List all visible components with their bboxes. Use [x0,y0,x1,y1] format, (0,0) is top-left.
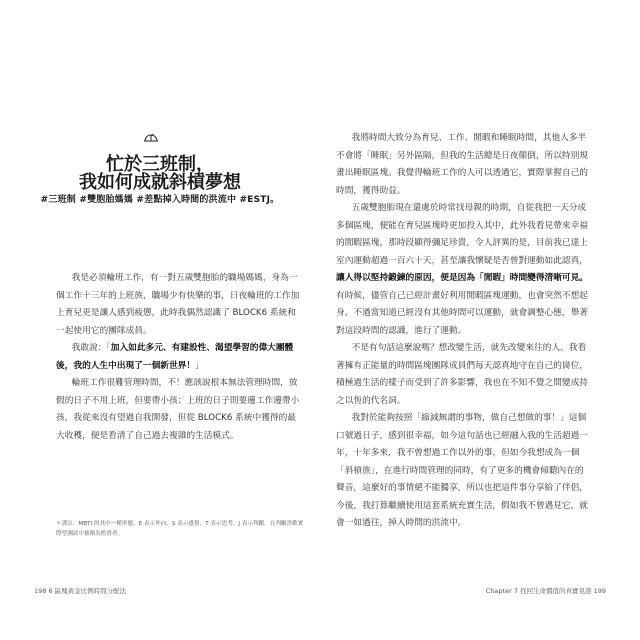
chapter-hashtags: #三班制 #雙胞胎媽媽 #差點掉入時間的洪流中 #ESTJ。 [40,195,280,205]
bold-phrase: 讓人得以堅持鍛鍊的原因，便是因為「閒暇」時間變得清晰可見。 [336,273,588,283]
right-body-text [336,130,588,533]
paragraph-with-bold: 五歲雙胞胎現在還處於時常找母親的時期，自從我把一天分成多個區塊，便能在育兒區塊時更加投入其中，此外我看見帶來幸福的閒暇區塊，那時段顯得彌足珍貴，令人評異的是，目前我已達上室內運動超過一百六十天，甚至讓我懷疑是否曾對運動如此認真，讓人得以堅持鍛鍊的原因，便是因為「閒暇」時間變得清晰可見。有時候，儘管自己已經計畫好利用閒暇區塊運動，也會突然不想起身，不過當知道已經沒有其他時間可以運動，就會調整心態，舉著對這段時間的認識，進行了運動。 [336,203,588,336]
clock-icon [143,128,159,144]
page-footer-left: 198 6 區塊黃金比例時間分配法 [34,587,127,595]
paragraph: 我是必須輪班工作，有一對五歲雙胞胎的職場媽媽，身為一個工作十三年的上班族，職場少有快樂的事，日夜輪班的工作加上育兒更是讓人感到疲憊，此時我偶然認識了 BLOCK6 系統和一起使用它的團隊成員。 [56,273,300,336]
paragraph: 我對於能夠按照「縮減無謂的事物，做自己想做的事！」這個口號過日子，感到很幸福，如今這句話也已經融入我的生活超過一年，十年多來，我不曾想過工作以外的事，但如今我想成為一個「斜槓族」，在進行時間管理的同時，有了更多的機會傾聽內在的聲音，這麼好的事情絕不能獨享，所以也把這件事分享給了伴侶，今後，我打算繼續使用這套系統充實生活，假如我不曾遇見它，就會一如過往，掉入時間的洪流中。 [336,413,588,528]
page-footer-right: Chapter 7 找回生命價值的真實見證 199 [485,587,606,595]
paragraph: 我將時間大致分為育兒、工作、閒暇和睡眠時間，其他人多半不會將「睡眠」另外區隔，但我的生活總是日夜顛倒，所以特別規畫出睡眠區塊。我覺得輪班工作的人可以透過它，實際掌握自己的時間，獲得助益。 [336,133,588,196]
quote-bold: 加入如此多元、有建設性、渴望學習的偉大團體後，我的人生中出現了一個新世界！ [56,343,294,371]
chapter-title-line2: 我如何成就斜槓夢想 [79,172,241,193]
right-page [320,0,640,640]
left-body-text [56,270,302,445]
footnote: ＊譯註：MBTI 的其中一種形態，E 表示外向、S 表示感覺、T 表示思考、J 表示判斷，在判斷喜歡實際型測試中被稱為監督者。 [56,521,304,537]
paragraph: 不是有句話這麼說嗎？想改變生活，就先改變來往的人。我看著擁有正能量的時間區塊團隊成員們每天認真地守在自己的崗位，積極過生活的樣子而受到了許多影響，我也在不知不覺之間變成持之以恆的代名詞。 [336,343,588,406]
chapter-title-line1: 忙於三班制， [106,154,214,175]
quote-paragraph: 我敢說：「加入如此多元、有建設性、渴望學習的偉大團體後，我的人生中出現了一個新世界！」 [56,343,294,371]
paragraph: 輪班工作很難管理時間，不！應該說根本無法管理時間，放假的日子不用上班，但要帶小孩；上班的日子則要邊工作邊帶小孩，我從來沒有望過自我開發，但從 BLOCK6 系統中獲得的最大收穫，便是看清了自己過去複雜的生活模式。 [56,378,300,441]
